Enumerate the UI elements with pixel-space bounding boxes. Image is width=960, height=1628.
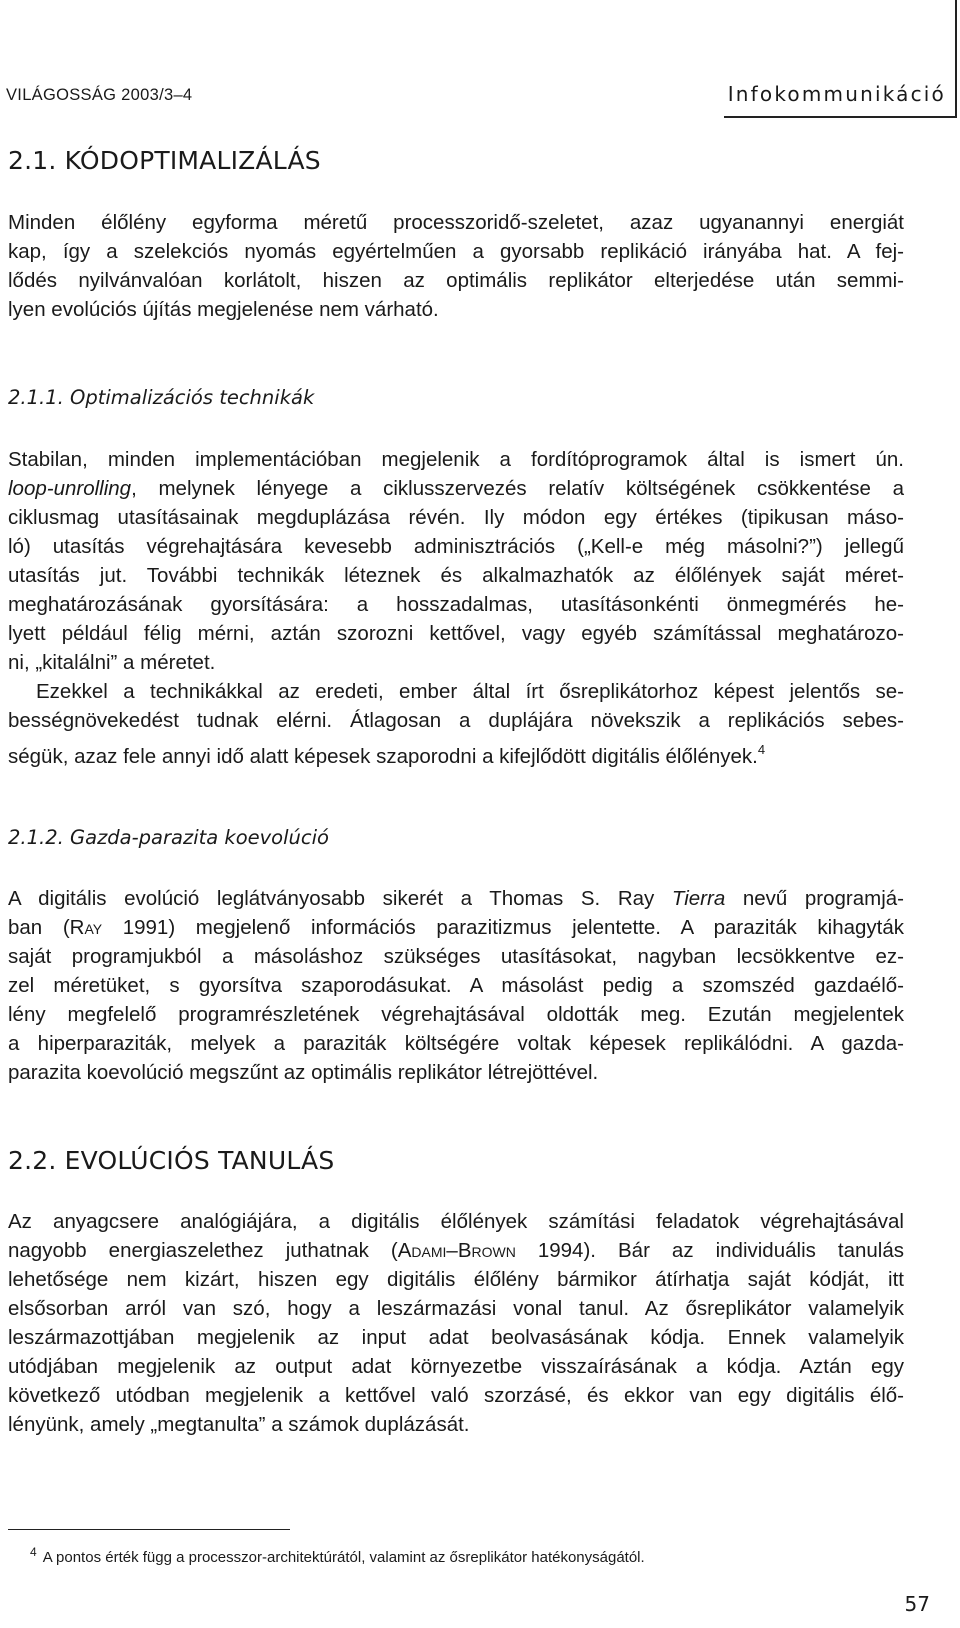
text-line: Az anyagcsere analógiájára, a digitális élőlények számítási feladatok végrehajtásával <box>8 1210 904 1233</box>
text-line: A digitális evolúció leglátványosabb sikerét a Thomas S. Ray Tierra nevű programjá- <box>8 887 904 910</box>
text-line: bességnövekedést tudnak elérni. Átlagosan a duplájára növekszik a replikációs sebes- <box>8 709 904 732</box>
paragraph-2-1-2 <box>8 884 904 1087</box>
footnote-mark: 4 <box>30 1545 37 1559</box>
text-line: leszármazottjában megjelenik az input adat beolvasásának kódja. Ennek valamelyik <box>8 1326 904 1349</box>
text-line: utasítás jut. További technikák léteznek és alkalmazhatók az élőlények saját méret- <box>8 564 904 587</box>
section-header: Infokommunikáció <box>727 82 946 106</box>
text-line: elsősorban arról van szó, hogy a leszármazási vonal tanul. Az ősreplikátor valamelyik <box>8 1297 904 1320</box>
text-line: saját programjukból a másoláshoz szükséges utasításokat, nagyban lecsökkentve ez- <box>8 945 904 968</box>
footnote-divider <box>8 1529 290 1530</box>
text-line: lehetősége nem kizárt, hiszen egy digitális élőlény bármikor átírhatja saját kódját, itt <box>8 1268 904 1291</box>
section-heading-2-1: 2.1. KÓDOPTIMALIZÁLÁS <box>8 146 321 175</box>
page-number: 57 <box>904 1592 930 1616</box>
header-vertical-rule <box>955 0 957 116</box>
text-line: kap, így a szelekciós nyomás egyértelműen a gyorsabb replikáció irányába hat. A fej- <box>8 240 904 263</box>
footnote-reference[interactable]: 4 <box>757 742 766 757</box>
citation-author: Ray <box>69 916 103 939</box>
text-line: meghatározásának gyorsítására: a hosszadalmas, utasításonkénti önmegmérés he- <box>8 593 904 616</box>
text-line: lényünk, amely „megtanulta” a számok duplázását. <box>8 1413 470 1436</box>
text-line: ni, „kitalálni” a méretet. <box>8 651 216 674</box>
text-line: Ezekkel a technikákkal az eredeti, ember által írt ősreplikátorhoz képest jelentős se- <box>36 680 904 703</box>
text-line: a hiperparaziták, melyek a paraziták költségére voltak képesek replikálódni. A gazda- <box>8 1032 904 1055</box>
text-line: loop-unrolling, melynek lényege a ciklusszervezés relatív költségének csökkentése a <box>8 477 904 500</box>
text-line: zel méretüket, s gyorsítva szaporodásukat. A másolást pedig a szomszéd gazdaélő- <box>8 974 904 997</box>
header-horizontal-rule <box>724 116 957 118</box>
text-line: Stabilan, minden implementációban megjelenik a fordítóprogramok által is ismert ún. <box>8 448 904 471</box>
text-line: lődés nyilvánvalóan korlátolt, hiszen az optimális replikátor elterjedése után semmi- <box>8 269 904 292</box>
citation-author: Adami–Brown <box>397 1239 516 1262</box>
footnote-text: A pontos érték függ a processzor-architektúrától, valamint az ősreplikátor hatékonyságától. <box>42 1549 645 1566</box>
text-line: utódjában megjelenik az output adat környezetbe visszaírásának a kódja. Aztán egy <box>8 1355 904 1378</box>
text-line: ban (Ray 1991) megjelenő információs parazitizmus jelentette. A paraziták kihagyták <box>8 916 904 939</box>
text-line: lyen evolúciós újítás megjelenése nem várható. <box>8 298 439 321</box>
subsection-heading-2-1-1: 2.1.1. Optimalizációs technikák <box>8 386 315 409</box>
text-line: következő utódban megjelenik a kettővel való szorzásé, és ekkor van egy digitális élő- <box>8 1384 904 1407</box>
text-line: Minden élőlény egyforma méretű processzoridő-szeletet, azaz ugyanannyi energiát <box>8 211 904 234</box>
journal-header: VILÁGOSSÁG 2003/3–4 <box>6 86 193 104</box>
paragraph-2-1-1-a <box>8 445 904 771</box>
paragraph-2-2 <box>8 1207 904 1439</box>
section-heading-2-2: 2.2. EVOLÚCIÓS TANULÁS <box>8 1146 335 1175</box>
text-line: ló) utasítás végrehajtására kevesebb adminisztrációs („Kell-e még másolni?”) jellegű <box>8 535 904 558</box>
text-line: nagyobb energiaszelethez juthatnak (Adami–Brown 1994). Bár az individuális tanulás <box>8 1239 904 1262</box>
text-line: ciklusmag utasításainak megduplázása révén. Ily módon egy értékes (tipikusan máso- <box>8 506 904 529</box>
text-line: parazita koevolúció megszűnt az optimális replikátor létrejöttével. <box>8 1061 599 1084</box>
paragraph-2-1 <box>8 208 904 324</box>
text-line: lyett például félig mérni, aztán szorozni kettővel, vagy egyéb számítással meghatározo- <box>8 622 904 645</box>
italic-term: loop-unrolling <box>8 477 132 500</box>
text-line: lény megfelelő programrészletének végrehajtásával oldották meg. Ezután megjelentek <box>8 1003 904 1026</box>
italic-term: Tierra <box>671 887 726 910</box>
subsection-heading-2-1-2: 2.1.2. Gazda-parazita koevolúció <box>8 826 329 849</box>
text-line: ségük, azaz fele annyi idő alatt képesek szaporodni a kifejlődött digitális élőlények.$^4$ <box>8 742 766 768</box>
footnote <box>30 1545 645 1566</box>
